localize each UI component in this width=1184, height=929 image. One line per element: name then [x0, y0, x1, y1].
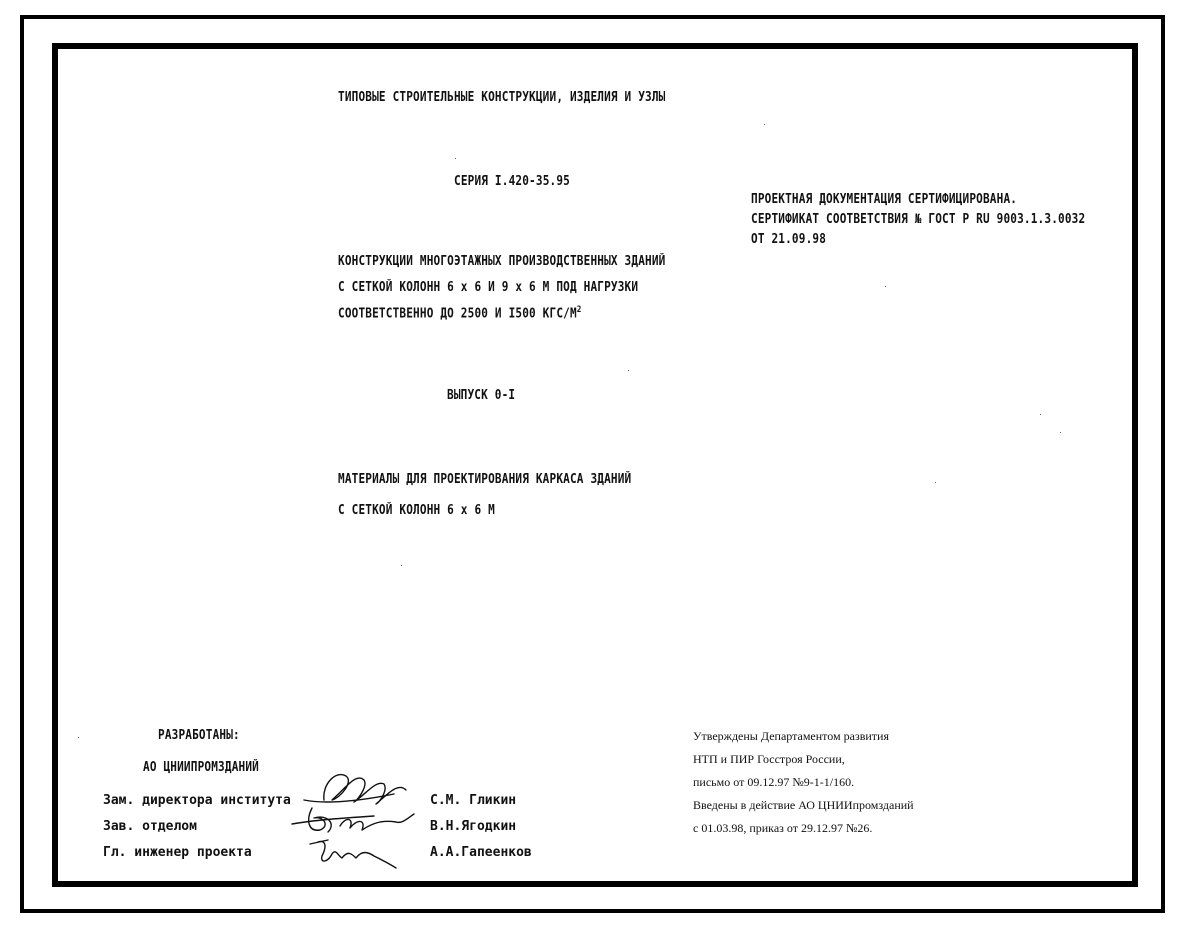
role-department-head: Зав. отделом — [103, 819, 197, 834]
series-number: СЕРИЯ I.420-35.95 — [454, 174, 570, 189]
subject-line-3: СООТВЕТСТВЕННО ДО 2500 И I500 КГС/$М^2$ — [338, 305, 582, 322]
speck — [935, 482, 936, 483]
speck — [1060, 432, 1061, 433]
speck — [455, 158, 456, 159]
developed-heading: РАЗРАБОТАНЫ: — [158, 728, 240, 743]
issue-number: ВЫПУСК 0-I — [447, 388, 516, 403]
approval-line-4: Введены в действие АО ЦНИИпромзданий — [693, 798, 914, 812]
developer-organization: АО ЦНИИПРОМЗДАНИЙ — [143, 760, 259, 775]
speck — [764, 124, 765, 125]
role-chief-engineer: Гл. инженер проекта — [103, 845, 252, 860]
role-deputy-director: Зам. директора института — [103, 793, 291, 808]
certification-line-3: ОТ 21.09.98 — [751, 232, 827, 247]
speck — [885, 286, 886, 287]
name-yagodkin: В.Н.Ягодкин — [430, 819, 517, 834]
speck — [1040, 414, 1041, 415]
approval-line-3: письмо от 09.12.97 №9-1-1/160. — [693, 775, 855, 789]
approval-line-5: с 01.03.98, приказ от 29.12.97 №26. — [693, 821, 873, 835]
approval-line-2: НТП и ПИР Госстроя России, — [693, 752, 845, 766]
certification-line-1: ПРОЕКТНАЯ ДОКУМЕНТАЦИЯ СЕРТИФИЦИРОВАНА. — [751, 192, 1018, 207]
speck — [401, 565, 402, 566]
speck — [78, 737, 79, 738]
subject-line-2: С СЕТКОЙ КОЛОНН 6 х 6 И 9 х 6 М ПОД НАГРУЗКИ — [338, 280, 639, 295]
certification-line-2: СЕРТИФИКАТ СООТВЕТСТВИЯ № ГОСТ Р RU 9003.1.3.0032 — [751, 212, 1086, 227]
handwritten-signatures — [284, 760, 424, 872]
subject-line-1: КОНСТРУКЦИИ МНОГОЭТАЖНЫХ ПРОИЗВОДСТВЕННЫХ ЗДАНИЙ — [338, 254, 666, 269]
materials-line-1: МАТЕРИАЛЫ ДЛЯ ПРОЕКТИРОВАНИЯ КАРКАСА ЗДАНИЙ — [338, 472, 632, 487]
name-gapeenkov: А.А.Гапеенков — [430, 845, 532, 860]
document-title: ТИПОВЫЕ СТРОИТЕЛЬНЫЕ КОНСТРУКЦИИ, ИЗДЕЛИЯ И УЗЛЫ — [338, 90, 666, 105]
approval-line-1: Утверждены Департаментом развития — [693, 729, 889, 743]
materials-line-2: С СЕТКОЙ КОЛОНН 6 х 6 М — [338, 503, 495, 518]
name-glikin: С.М. Гликин — [430, 793, 517, 808]
speck — [628, 370, 629, 371]
